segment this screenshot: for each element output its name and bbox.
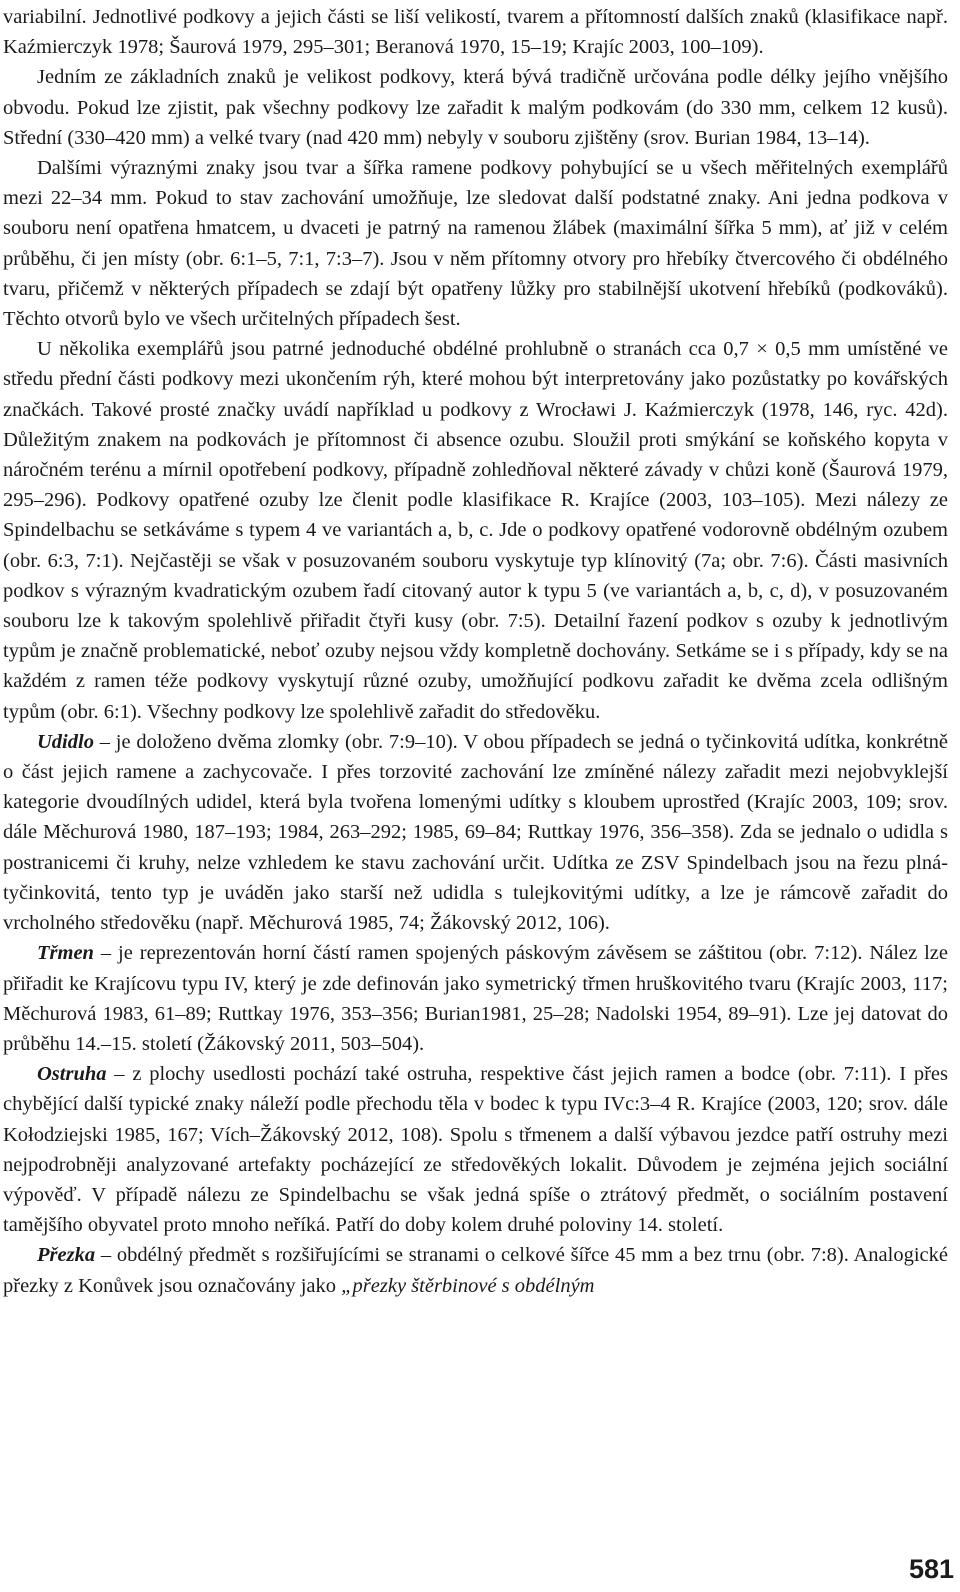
paragraph-2-text: Jedním ze základních znaků je velikost podkovy, která bývá tradičně určována podle délky jejího vnějšího obvodu. Pokud lze zjistit, pak všechny podkovy lze zařadit k malým podkovám (do 330 mm, celkem 12 kusů). Střední (330–420 mm) a velké tvary (nad 420 mm) nebyly v souboru zjištěny (srov. Burian 1984, 13–14). [3,66,948,149]
term-ostruha: Ostruha [37,1063,107,1086]
paragraph-ostruha-text: – z plochy usedlosti pochází také ostruha, respektive část jejich ramen a bodce (obr. 7:11). I přes chybějící další typické znaky náleží podle přechodu těla v bodec k typu IVc:3–4 R. Krajíce (2003, 120; srov. dále Kołodziejski 1985, 167; Vích–Žákovský 2012, 108). Spolu s třmenem a další výbavou jezdce patří ostruhy mezi nejpodrobněji analyzované artefakty pocházející ze středověkých lokalit. Důvodem je zejména jejich sociální výpověď. V případě nálezu ze Spindelbachu se však jedná spíše o ztrátový předmět, o sociálním postavení tamějšího obyvatel proto mnoho neříká. Patří do doby kolem druhé poloviny 14. století. [3,1063,948,1237]
paragraph-3 [3,153,948,334]
paragraph-ostruha [3,1059,948,1240]
paragraph-udidlo-text: – je doloženo dvěma zlomky (obr. 7:9–10). V obou případech se jedná o tyčinkovitá udítka, konkrétně o část jejich ramene a zachycovače. I přes torzovité zachování lze zmíněné nálezy zařadit mezi nejobvyklejší kategorie dvoudílných udidel, která byla tvořena lomenými udítky s kloubem uprostřed (Krajíc 2003, 109; srov. dále Měchurová 1980, 187–193; 1984, 263–292; 1985, 69–84; Ruttkay 1976, 356–358). Zda se jednalo o udidla s postranicemi či kruhy, nelze vzhledem ke stavu zachování určit. Udítka ze ZSV Spindelbach jsou na řezu plná-tyčinkovitá, tento typ je uváděn jako starší než udidla s tulejkovitými udítky, a lze je rámcově zařadit do vrcholného středověku (např. Měchurová 1985, 74; Žákovský 2012, 106). [3,730,948,935]
term-udidlo: Udidlo [37,730,94,753]
paragraph-prezka-quote: „přezky štěrbinové s obdélným [341,1274,595,1297]
paragraph-4-text: U několika exemplářů jsou patrné jednoduché obdélné prohlubně o stranách cca 0,7 × 0,5 mm umístěné ve středu přední části podkovy mezi ukončením rýh, které mohou být interpretovány jako pozůstatky po kovářských značkách. Takové prosté značky uvádí například u podkovy z Wrocławi J. Kaźmierczyk (1978, 146, ryc. 42d). Důležitým znakem na podkovách je přítomnost či absence ozubu. Sloužil proti smýkání se koňského kopyta v náročném terénu a mírnil opotřebení podkovy, případně zohledňoval některé závady v chůzi koně (Šaurová 1979, 295–296). Podkovy opatřené ozuby lze členit podle klasifikace R. Krajíce (2003, 103–105). Mezi nálezy ze Spindelbachu se setkáváme s typem 4 ve variantách a, b, c. Jde o podkovy opatřené vodorovně obdélným ozubem (obr. 6:3, 7:1). Nejčastěji se však v posuzovaném souboru vyskytuje typ klínovitý (7a; obr. 7:6). Části masivních podkov s výrazným kvadratickým ozubem řadí citovaný autor k typu 5 (ve variantách a, b, c, d), v posuzovaném souboru lze k takovým spolehlivě přiřadit čtyři kusy (obr. 7:5). Detailní řazení podkov s ozuby k jednotlivým typům je značně problematické, neboť ozuby nejsou vždy kompletně dochovány. Setkáme se i s případy, kdy se na každém z ramen téže podkovy vyskytují různé ozuby, umožňující podkovu zařadit ke dvěma zcela odlišným typům (obr. 6:1). Všechny podkovy lze spolehlivě zařadit do středověku. [3,338,948,723]
paragraph-1-text: variabilní. Jednotlivé podkovy a jejich části se liší velikostí, tvarem a přítomností dalších znaků (klasifikace např. Kaźmierczyk 1978; Šaurová 1979, 295–301; Beranová 1970, 15–19; Krajíc 2003, 100–109). [3,6,948,59]
paragraph-2 [3,62,948,153]
page-number: 581 [908,1554,954,1584]
paragraph-udidlo [3,727,948,938]
paragraph-4 [3,334,948,727]
term-trmen: Třmen [37,942,94,965]
paragraph-1 [3,2,948,62]
paragraph-3-text: Dalšími výraznými znaky jsou tvar a šířka ramene podkovy pohybující se u všech měřitelných exemplářů mezi 22–34 mm. Pokud to stav zachování umožňuje, lze sledovat další podstatné znaky. Ani jedna podkova v souboru není opatřena hmatcem, u dvaceti je patrný na ramenou žlábek (maximální šířka 5 mm), ať již v celém průběhu, či jen místy (obr. 6:1–5, 7:1, 7:3–7). Jsou v něm přítomny otvory pro hřebíky čtvercového či obdélného tvaru, přičemž v některých případech se zdají být opatřeny lůžky pro stabilnější ukotvení hřebíků (podkováků). Těchto otvorů bylo ve všech určitelných případech šest. [3,157,948,331]
paragraph-prezka [3,1240,948,1300]
term-prezka: Přezka [37,1244,96,1267]
paragraph-trmen-text: – je reprezentován horní částí ramen spojených páskovým závěsem se záštitou (obr. 7:12). Nález lze přiřadit ke Krajícovu typu IV, který je zde definován jako symetrický třmen hruškovitého tvaru (Krajíc 2003, 117; Měchurová 1983, 61–89; Ruttkay 1976, 353–356; Burian1981, 25–28; Nadolski 1954, 89–91). Lze jej datovat do průběhu 14.–15. století (Žákovský 2011, 503–504). [3,942,948,1055]
paragraph-trmen [3,938,948,1059]
paragraph-prezka-text: – obdélný předmět s rozšiřujícími se stranami o celkové šířce 45 mm a bez trnu (obr. 7:8). Analogické přezky z Konůvek jsou označovány jako [3,1244,948,1297]
